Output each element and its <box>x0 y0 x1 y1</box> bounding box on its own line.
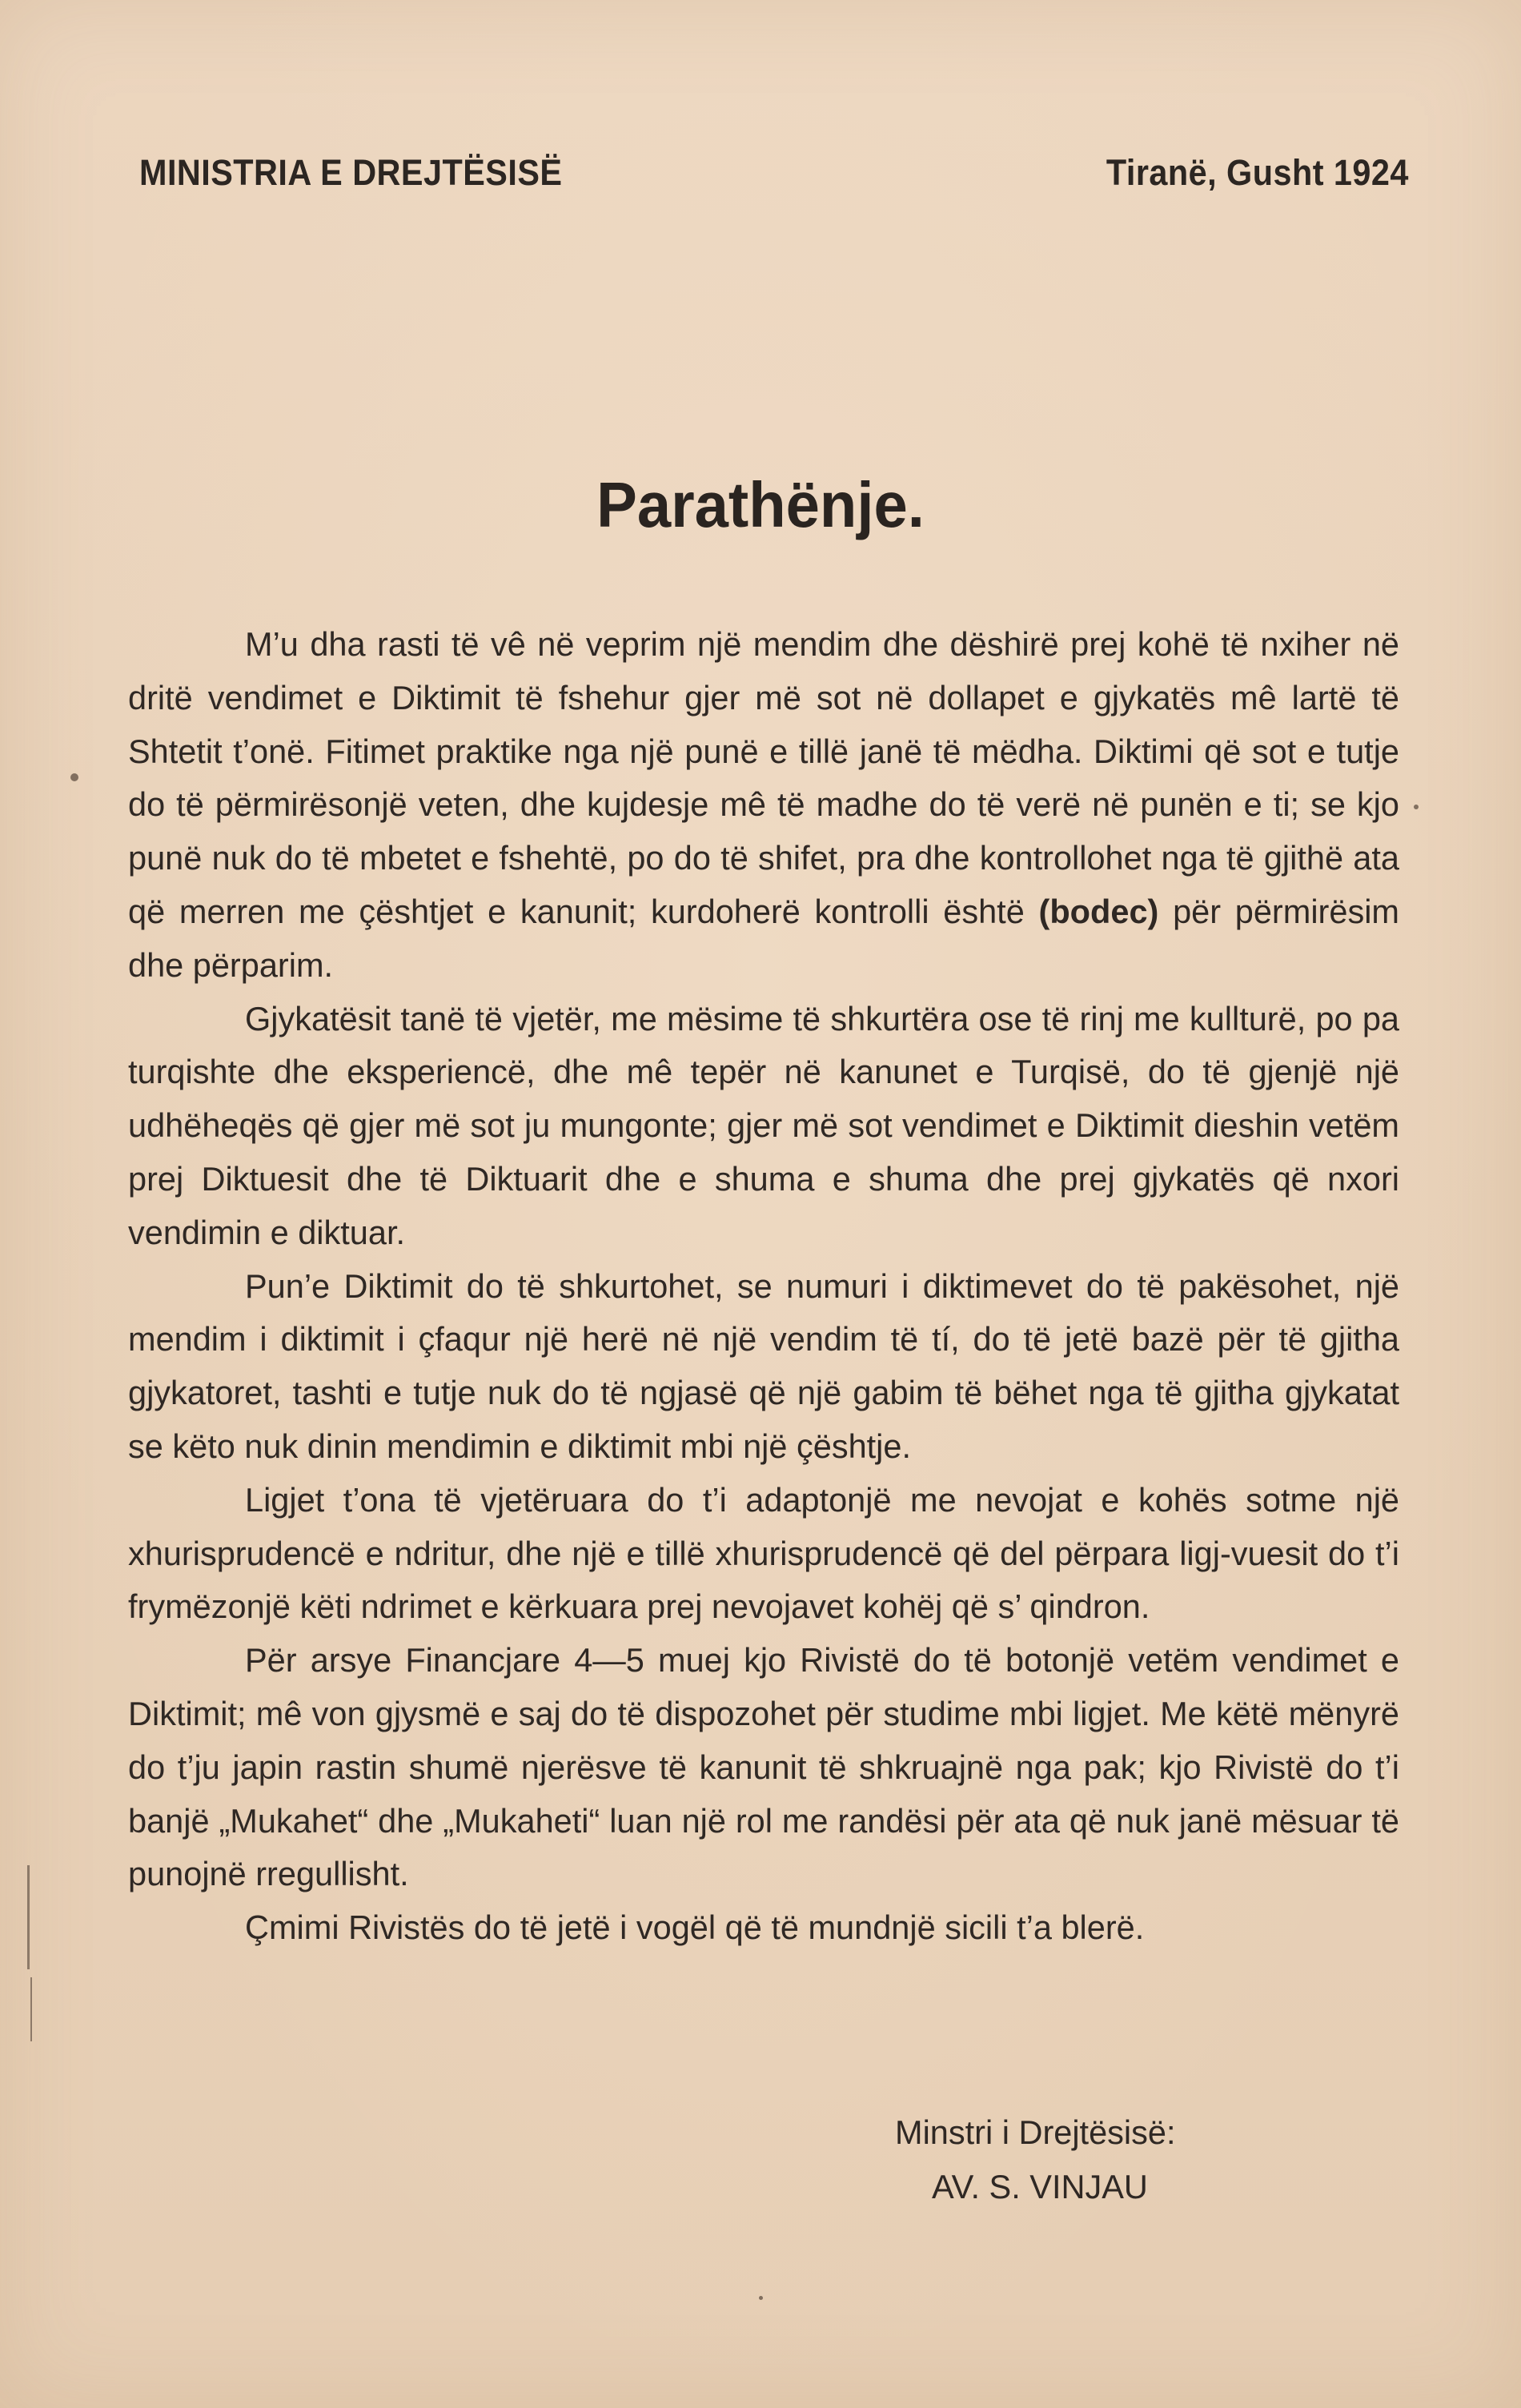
paragraph-1 <box>128 618 1399 993</box>
paragraph-1-text-a: M’u dha rasti të vê në veprim një mendim dhe dëshirë prej kohë të nxiher në dritë vendimet e Diktimit të fshehur gjer më sot në dollapet e gjykatës mê lartë të Shtetit t’onë. Fitimet praktike nga një punë e tillë janë të mëdha. Diktimi që sot e tutje do të përmirësonjë veten, dhe kujdesje mê të madhe do të verë në punën e ti; se kjo punë nuk do të mbetet e fshehtë, po do të shifet, pra dhe kontrollohet nga të gjithë ata që merren me çështjet e kanunit; kurdoherë kontrolli është <box>128 625 1399 930</box>
signature-name: AV. S. VINJAU <box>932 2168 1148 2205</box>
paragraph-3: Pun’e Diktimit do të shkurtohet, se numuri i diktimevet do të pakësohet, një mendim i diktimit i çfaqur një herë në një vendim të tí, do të jetë bazë për të gjitha gjykatoret, tashti e tutje nuk do të ngjasë që një gabim të bëhet nga të gjitha gjykatat se këto nuk dinin mendimin e diktimit mbi një çështje. <box>128 1266 1399 1465</box>
paragraph-2: Gjykatësit tanë të vjetër, me mësime të shkurtëra ose të rinj me kullturë, po pa turqishte dhe eksperiencë, dhe mê tepër në kanunet e Turqisë, do të gjenjë një udhëheqës që gjer më sot ju mungonte; gjer më sot vendimet e Diktimit dieshin vetëm prej Diktuesit dhe të Diktuarit dhe e shuma e shuma dhe prej gjykatës që nxori vendimin e diktuar. <box>128 999 1399 1251</box>
margin-mark <box>30 1977 32 2041</box>
paragraph-1-bold: (bodec) <box>1038 892 1159 930</box>
document-body <box>128 618 1399 1955</box>
paragraph-1-text-b: për përmirësim dhe përparim. <box>128 892 1399 984</box>
place-date: Tiranë, Gusht 1924 <box>1106 152 1409 193</box>
paragraph-5: Për arsye Financjare 4—5 muej kjo Rivistë do të botonjë vetëm vendimet e Diktimit; mê von gjysmë e saj do të dispozohet për studime mbi ligjet. Me këtë mënyrë do t’ju japin rastin shumë njerësve të kanunit të shkruajnë nga pak; kjo Rivistë do t’i banjë „Mukahet“ dhe „Mukaheti“ luan një rol me randësi për ata që nuk janë mësuar të punojnë rregullisht. <box>128 1641 1399 1893</box>
paper-speck <box>70 773 78 781</box>
ministry-heading: MINISTRIA E DREJTËSISË <box>139 152 563 193</box>
paragraph-6: Çmimi Rivistës do të jetë i vogël që të mundnjë sicili t’a blerë. <box>245 1908 1145 1947</box>
paper-speck <box>759 2296 763 2300</box>
document-title: Parathënje. <box>596 469 925 540</box>
paper-speck <box>1414 805 1419 809</box>
signature-role: Minstri i Drejtësisë: <box>895 2113 1176 2151</box>
paragraph-4: Ligjet t’ona të vjetëruara do t’i adaptonjë me nevojat e kohës sotme një xhurisprudencë e ndritur, dhe një e tillë xhurisprudencë që del përpara ligj-vuesit do t’i frymëzonjë këti ndrimet e kërkuara prej nevojavet kohëj që s’ qindron. <box>128 1480 1399 1626</box>
margin-mark <box>27 1865 30 1969</box>
document-header <box>139 152 1409 208</box>
